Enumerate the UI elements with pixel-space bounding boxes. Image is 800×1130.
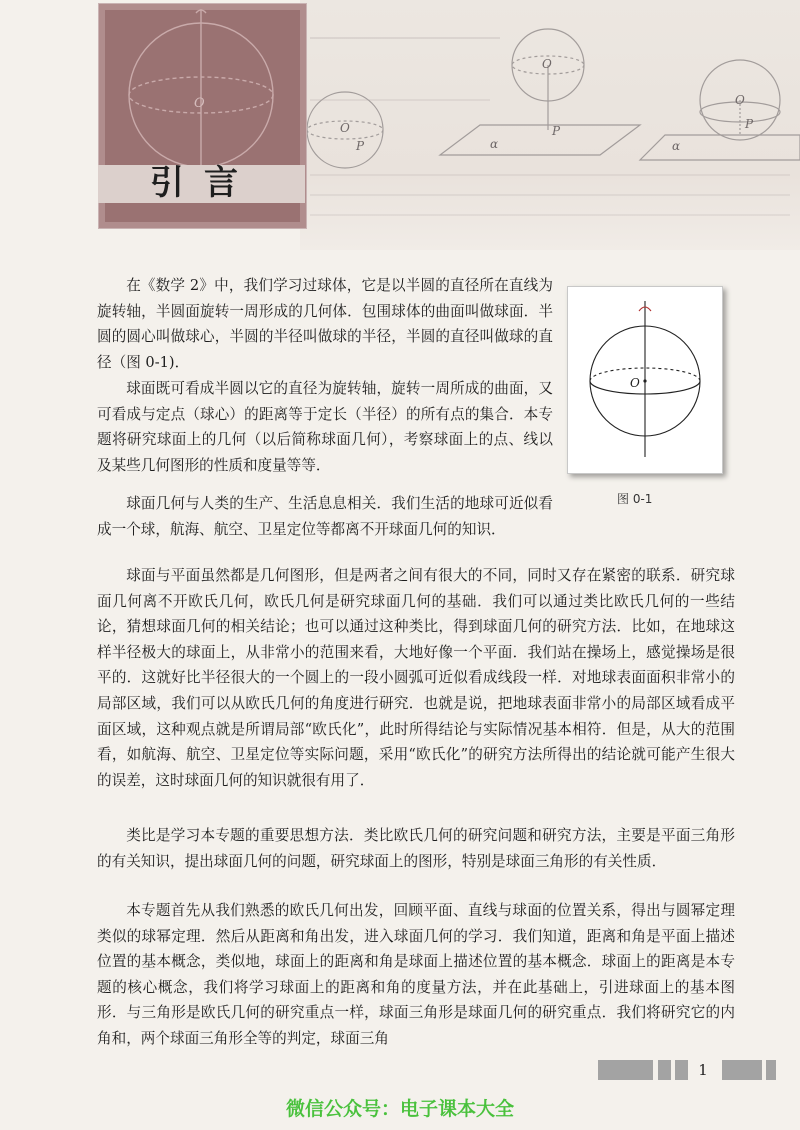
paragraph-1: 在《数学 2》中，我们学习过球体，它是以半圆的直径所在直线为旋转轴，半圆面旋转一周形成的几何体．包围球体的曲面叫做球面．半圆的圆心叫做球心，半圆的半径叫做球的半径，半圆的直径叫做球的直径（图 0-1)．: [97, 277, 553, 371]
banner-label-alpha-right: α: [672, 139, 681, 153]
footer-bar-left-3: [675, 1060, 688, 1080]
banner-label-alpha-mid: α: [490, 137, 499, 151]
paragraph-6: 本专题首先从我们熟悉的欧氏几何出发，回顾平面、直线与球面的位置关系，得出与圆幂定理类似的球幂定理．然后从距离和角出发，进入球面几何的学习．我们知道，距离和角是平面上描述位置的基本概念，类似地，球面上的距离和角是球面上描述位置的基本概念．球面上的距离是本专题的核心概念，我们将学习球面上的距离和角的度量方法，并在此基础上，引进球面上的基本图形．与三角形是欧氏几何的研究重点一样，球面三角形是球面几何的研究重点．我们将研究它的内角和，两个球面三角形全等的判定，球面三角: [97, 902, 735, 1047]
chapter-banner: [0, 0, 800, 250]
paragraph-2: 球面既可看成半圆以它的直径为旋转轴，旋转一周所成的曲面，又可看成与定点（球心）的距离等于定长（半径）的所有点的集合．本专题将研究球面上的几何（以后简称球面几何），考察球面上的点、线以及某些几何图形的性质和度量等等．: [97, 380, 553, 474]
footer-bar-right-2: [766, 1060, 776, 1080]
banner-label-o-mid: O: [542, 57, 552, 71]
banner-label-p-right: P: [745, 117, 754, 131]
banner-label-o-right: O: [735, 93, 745, 107]
page-number: 1: [698, 1061, 708, 1079]
title-sphere-label: O: [194, 96, 205, 111]
banner-label-p-left: P: [356, 139, 365, 153]
footer-bar-left-2: [658, 1060, 671, 1080]
footer-bar-left: [598, 1060, 653, 1080]
figure-center-label: O: [630, 376, 640, 390]
chapter-title: 引言: [150, 163, 258, 203]
footer-bar-right: [722, 1060, 762, 1080]
title-sphere-icon: [98, 3, 305, 173]
figure-0-1: [567, 286, 723, 474]
sphere-diagram: [568, 287, 722, 473]
figure-caption: 图 0-1: [617, 492, 653, 506]
paragraph-4: 球面与平面虽然都是几何图形，但是两者之间有很大的不同，同时又存在紧密的联系．研究球面几何离不开欧氏几何，欧氏几何是研究球面几何的基础．我们可以通过类比欧氏几何的一些结论，猜想球面几何的相关结论；也可以通过这种类比，得到球面几何的研究方法．比如，在地球这样半径极大的球面上，从非常小的范围来看，大地好像一个平面．我们站在操场上，感觉操场是很平的．这就好比半径很大的一个圆上的一段小圆弧可近似看成线段一样．对地球表面面积非常小的局部区域，我们可以从欧氏几何的角度进行研究．也就是说，把地球表面非常小的局部区域看成平面区域，这种观点就是所谓局部“欧氏化”，此时所得结论与实际情况基本相符．但是，从大的范围看，如航海、航空、卫星定位等实际问题，采用“欧氏化”的研究方法所得出的结论就可能产生很大的误差，这时球面几何的知识就很有用了．: [97, 567, 735, 789]
banner-label-o-left: O: [340, 121, 350, 135]
watermark-text: 微信公众号：电子课本大全: [285, 1098, 514, 1120]
banner-label-p-mid: P: [552, 124, 561, 138]
paragraph-5: 类比是学习本专题的重要思想方法．类比欧氏几何的研究问题和研究方法，主要是平面三角形的有关知识，提出球面几何的问题，研究球面上的图形，特别是球面三角形的有关性质．: [97, 827, 735, 870]
paragraph-3: 球面几何与人类的生产、生活息息相关．我们生活的地球可近似看成一个球，航海、航空、卫星定位等都离不开球面几何的知识．: [97, 495, 553, 538]
